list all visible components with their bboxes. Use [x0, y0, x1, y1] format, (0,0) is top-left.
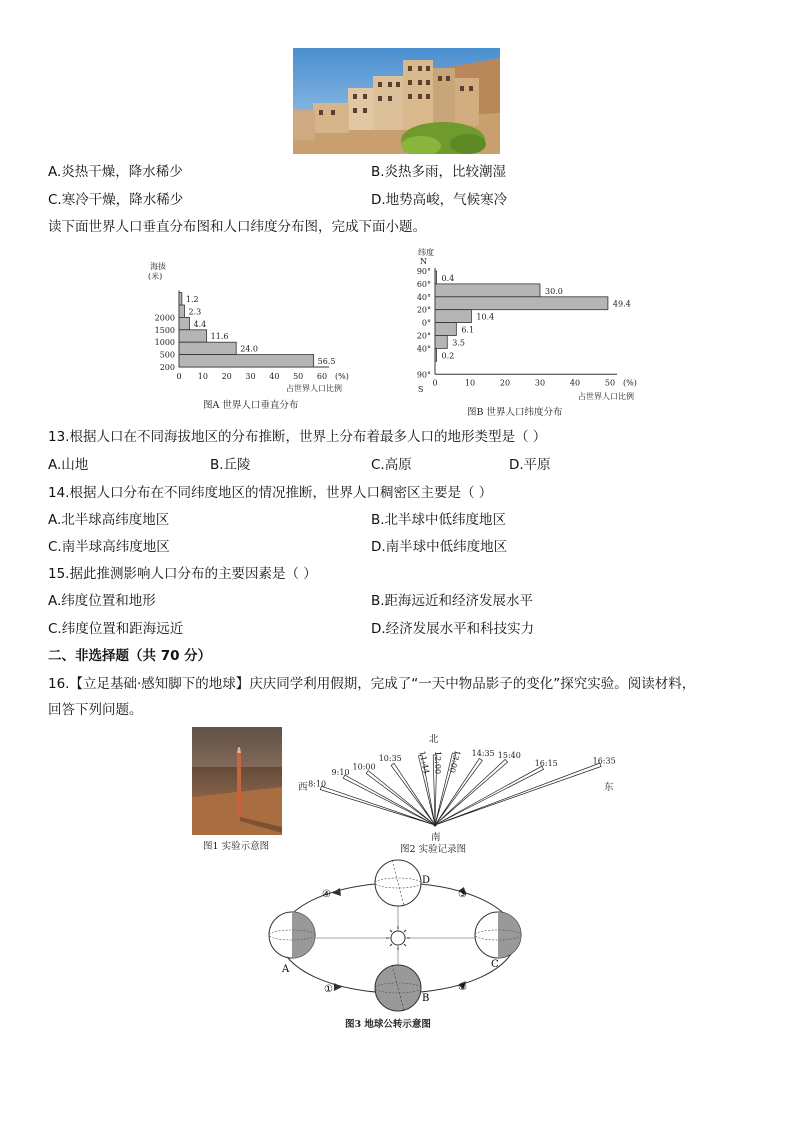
q14-option-d: D.南半球中低纬度地区 — [371, 539, 508, 555]
figB-bar-chart — [400, 264, 660, 390]
fig3-label-b: B — [422, 993, 430, 1004]
q12-option-a: A.炎热干燥，降水稀少 — [48, 164, 183, 180]
figA-y-tick-label: 1000 — [154, 338, 175, 348]
q16-line-1: 16.【立足基础·感知脚下的地球】庆庆同学利用假期，完成了“一天中物品影子的变化”探究实验。阅读材料， — [48, 676, 696, 692]
figB-bar — [435, 297, 608, 310]
shadow-line — [320, 786, 435, 825]
desert-buildings-photo — [293, 48, 500, 154]
figB-bar — [435, 310, 471, 323]
fig2-south-label: 南 — [431, 832, 441, 843]
q12-option-c: C.寒冷干燥，降水稀少 — [48, 192, 184, 208]
q14-option-b: B.北半球中低纬度地区 — [371, 512, 507, 528]
q13-option-d: D.平原 — [509, 457, 551, 473]
shadow-record-diagram — [290, 728, 630, 833]
shadow-time-label: 16:35 — [592, 756, 616, 766]
fig3-arrow-2: ② — [458, 982, 467, 993]
figA-x-tick-label: 60 — [316, 372, 328, 381]
fig3-arrow-1: ① — [324, 984, 333, 995]
shadow-time-label: 10:00 — [352, 762, 376, 772]
figB-x-tick-label: 50 — [604, 378, 616, 388]
figB-caption: 图B 世界人口纬度分布 — [467, 407, 563, 418]
fig2-north-label: 北 — [429, 734, 439, 745]
shadow-time-label: 14:35 — [471, 749, 495, 759]
q13-option-a: A.山地 — [48, 457, 89, 473]
figB-x-tick-label: 40 — [569, 378, 581, 388]
fig2-west-label: 西 — [298, 782, 308, 793]
figB-y-tick-label: 90° — [416, 370, 431, 380]
shadow-time-label: 16:15 — [534, 758, 558, 768]
figB-bar — [435, 271, 437, 284]
figB-value-label: 49.4 — [612, 299, 631, 309]
fig3-label-a: A — [282, 964, 290, 975]
figA-ylabel-2: (米) — [148, 272, 163, 281]
figA-x-tick-label: 40 — [269, 372, 280, 381]
q12-option-b: B.炎热多雨，比较潮湿 — [371, 164, 507, 180]
shadow-time-label: 11:44 — [417, 750, 432, 775]
figA-value-label: 1.2 — [185, 295, 199, 304]
figB-x-tick-label: 30 — [534, 378, 546, 388]
figA-value-label: 2.3 — [188, 307, 202, 317]
fig3-label-c: C — [491, 959, 499, 970]
figA-x-tick-label: 30 — [245, 372, 256, 381]
q12-option-d: D.地势高峻，气候寒冷 — [371, 192, 508, 208]
figB-value-label: 0.4 — [441, 273, 455, 283]
earth-globe-d — [375, 860, 421, 906]
figA-bar — [179, 342, 236, 354]
fig3-label-d: D — [422, 875, 431, 886]
figB-y-tick-label: 20° — [416, 305, 431, 315]
earth-globe-a — [269, 912, 315, 958]
fig3-arrow-3: ③ — [458, 889, 467, 900]
figB-ylabel-1: 纬度 — [418, 248, 434, 257]
q15-option-c: C.纬度位置和距海远近 — [48, 621, 184, 637]
figB-x-tick-label: 10 — [464, 378, 476, 388]
figA-caption: 图A 世界人口垂直分布 — [203, 400, 299, 411]
q14-option-a: A.北半球高纬度地区 — [48, 512, 170, 528]
figA-bar — [179, 317, 189, 329]
figB-y-tick-label: 90° — [416, 267, 431, 276]
figA-value-label: 4.4 — [193, 319, 207, 329]
fig1-caption: 图1 实验示意图 — [203, 841, 270, 852]
figA-value-label: 11.6 — [210, 332, 229, 342]
figB-y-tick-label: 40° — [416, 344, 431, 354]
figA-x-unit: (%) — [335, 372, 349, 381]
figA-x-tick-label: 10 — [197, 372, 208, 381]
q13-stem: 13.根据人口在不同海拔地区的分布推断，世界上分布着最多人口的地形类型是（ ） — [48, 429, 547, 445]
figA-y-tick-label: 500 — [159, 350, 175, 360]
intro-text: 读下面世界人口垂直分布图和人口纬度分布图，完成下面小题。 — [48, 219, 426, 235]
figA-y-tick-label: 200 — [159, 363, 175, 372]
q16-line-2: 回答下列问题。 — [48, 702, 143, 718]
figA-ylabel-1: 海拔 — [150, 262, 166, 271]
fig2-caption: 图2 实验记录图 — [400, 844, 467, 855]
q14-stem: 14.根据人口分布在不同纬度地区的情况推断，世界人口稠密区主要是（ ） — [48, 485, 493, 501]
figA-x-tick-label: 20 — [221, 372, 232, 381]
earth-revolution-diagram — [262, 855, 552, 1020]
figB-y-tick-label: 0° — [421, 318, 431, 328]
shadow-line — [435, 763, 601, 825]
figB-y-tick-label: 20° — [416, 331, 431, 341]
pencil-experiment-photo — [192, 727, 282, 835]
fig2-east-label: 东 — [604, 782, 614, 793]
shadow-time-label: 8:10 — [308, 779, 327, 789]
figB-y-tick-label: 60° — [416, 279, 431, 289]
figB-xlabel: 占世界人口比例 — [578, 392, 634, 401]
q15-option-b: B.距海远近和经济发展水平 — [371, 593, 534, 609]
figA-y-tick-label: 1500 — [154, 325, 175, 335]
figB-bar — [435, 284, 540, 297]
figA-x-tick-label: 50 — [293, 372, 304, 381]
shadow-time-label: 12:00 — [433, 751, 442, 775]
figA-bar-chart — [140, 270, 370, 394]
shadow-time-label: 13:00 — [447, 749, 462, 774]
figA-y-tick-label: 2000 — [154, 313, 175, 323]
figA-bar — [179, 355, 314, 367]
q15-option-a: A.纬度位置和地形 — [48, 593, 156, 609]
figB-value-label: 6.1 — [461, 325, 475, 335]
figA-bar — [179, 293, 182, 305]
figA-x-tick-label: 0 — [176, 372, 182, 381]
shadow-time-label: 9:10 — [331, 767, 350, 777]
figB-value-label: 10.4 — [476, 312, 495, 322]
q14-option-c: C.南半球高纬度地区 — [48, 539, 170, 555]
figB-x-tick-label: 0 — [432, 378, 438, 388]
fig3-arrow-4: ④ — [322, 889, 331, 900]
figB-bar — [435, 348, 437, 361]
figB-bar — [435, 323, 456, 336]
fig3-caption: 图3 地球公转示意图 — [345, 1019, 431, 1030]
q15-option-d: D.经济发展水平和科技实力 — [371, 621, 535, 637]
figB-x-unit: (%) — [623, 378, 637, 388]
section-heading: 二、非选择题（共 70 分） — [48, 648, 212, 664]
shadow-time-label: 10:35 — [378, 754, 402, 764]
earth-globe-c — [475, 912, 521, 958]
q13-option-b: B.丘陵 — [210, 457, 251, 473]
figA-value-label: 24.0 — [240, 344, 259, 354]
figA-bar — [179, 330, 207, 342]
shadow-origin-point — [434, 824, 437, 827]
figB-value-label: 0.2 — [441, 351, 455, 361]
figB-ylabel-2: N — [420, 257, 427, 266]
figB-y-tick-label: 40° — [416, 292, 431, 302]
figA-xlabel: 占世界人口比例 — [286, 384, 342, 393]
figA-bar — [179, 305, 184, 317]
figB-bar — [435, 336, 447, 349]
figA-value-label: 56.5 — [317, 357, 336, 366]
earth-globe-b — [375, 965, 421, 1011]
q13-option-c: C.高原 — [371, 457, 412, 473]
figB-x-tick-label: 20 — [499, 378, 511, 388]
shadow-time-label: 15:40 — [497, 751, 521, 761]
figB-value-label: 30.0 — [545, 286, 563, 296]
figB-value-label: 3.5 — [452, 338, 465, 348]
q15-stem: 15.据此推测影响人口分布的主要因素是（ ） — [48, 566, 317, 582]
figB-ylabel-3: S — [418, 385, 424, 394]
